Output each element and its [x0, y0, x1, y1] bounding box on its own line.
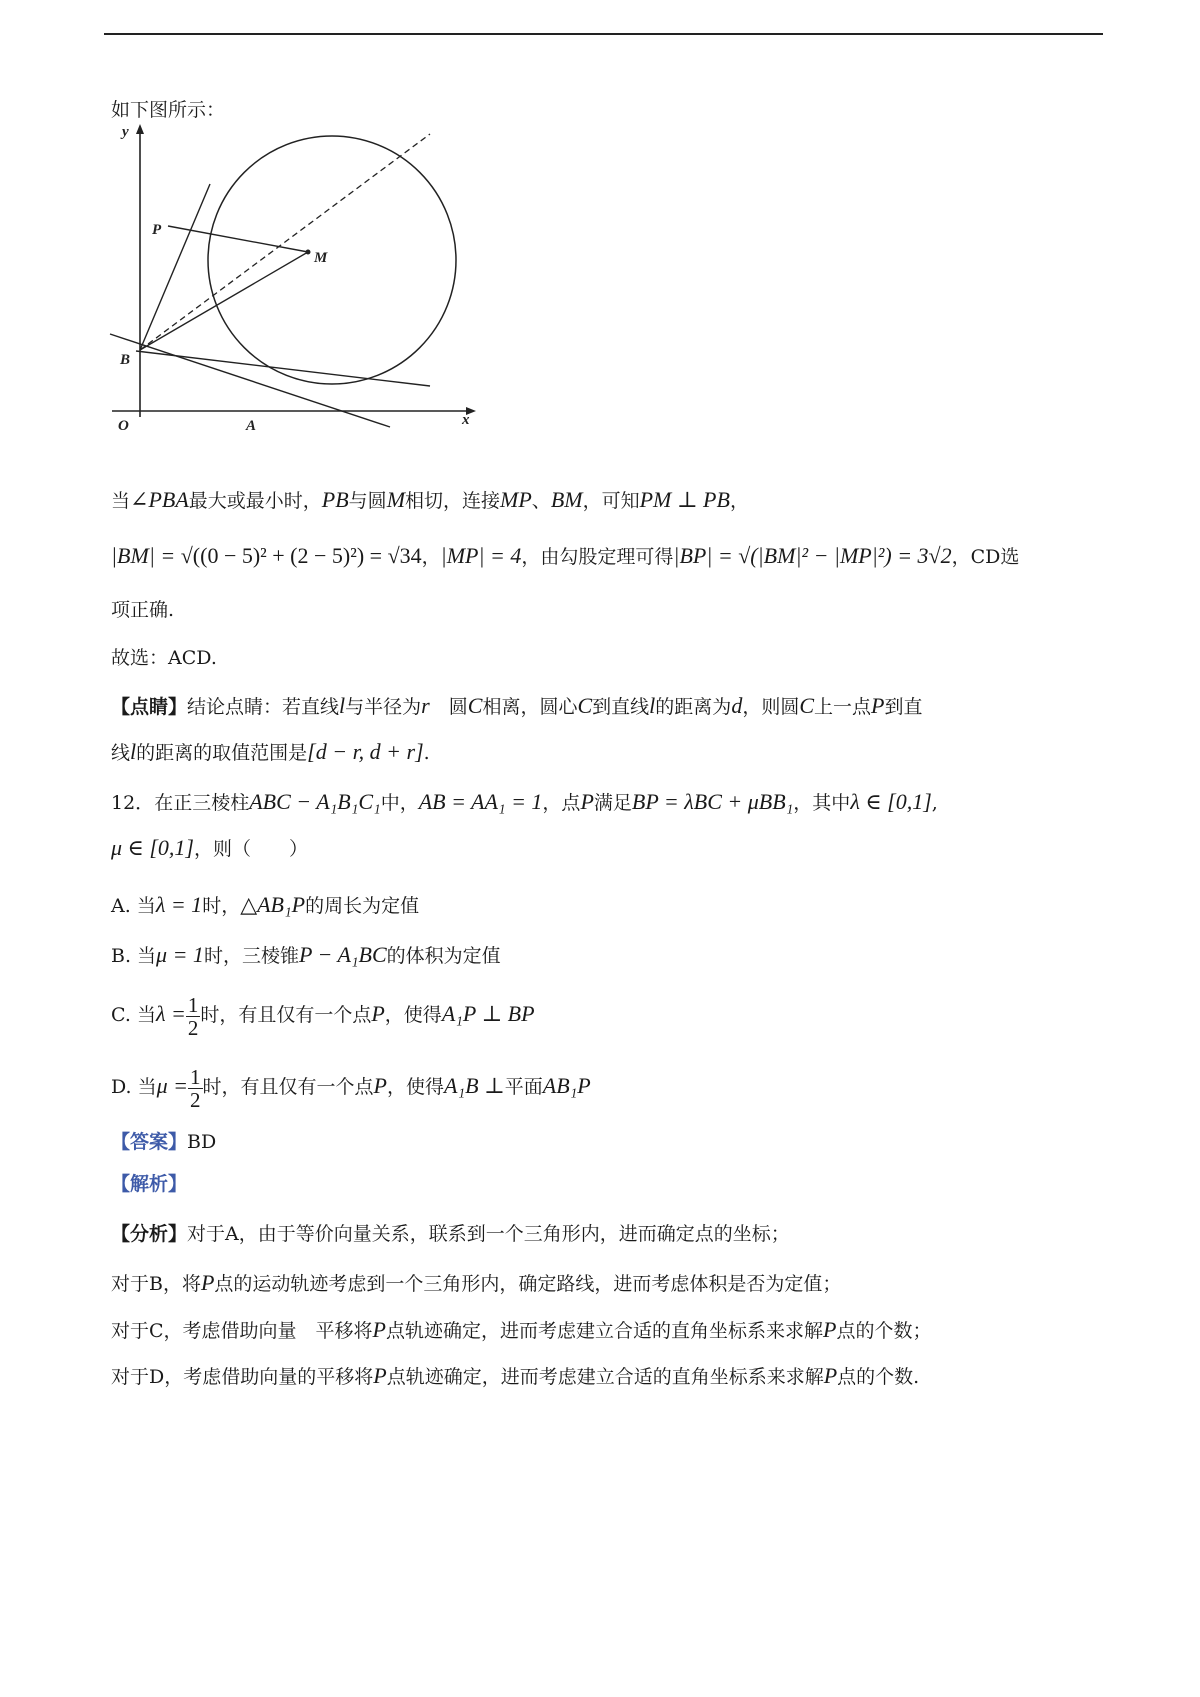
line-ba — [110, 334, 390, 427]
top-rule — [104, 33, 1103, 35]
analysis-d-line: 对于D，考虑借助向量的平移将P点轨迹确定，进而考虑建立合适的直角坐标系来求解P点的个数. — [111, 1363, 920, 1388]
tip-label: 【点睛】 — [111, 696, 188, 718]
fraction-one-half: $\frac{1}{2}$ — [187, 992, 199, 1040]
math-bm-value: √((0 − 5)² + (2 − 5)²) = √34 — [180, 543, 422, 568]
tangent-line-upper — [140, 184, 210, 350]
point-m-dot — [306, 250, 311, 255]
math-bp-value: |BP| = √(|BM|² − |MP|²) = 3√2 — [673, 543, 952, 568]
y-axis-arrow — [136, 124, 144, 134]
tangent-line-lower — [136, 351, 430, 386]
math-angle-pba: ∠PBA — [130, 487, 189, 512]
answer-value: BD — [187, 1131, 217, 1153]
label-b: B — [120, 352, 131, 368]
label-p: P — [152, 222, 162, 238]
segment-pm — [168, 226, 308, 252]
line-distance-calc: |BM| = √((0 − 5)² + (2 − 5)²) = √34，|MP| = 4，由勾股定理可得|BP| = √(|BM|² − |MP|²) = 3√2，CD选 — [111, 543, 1020, 568]
math-bm-abs: |BM| = — [111, 543, 181, 568]
analysis-c-line: 对于C，考虑借助向量 平移将P点轨迹确定，进而考虑建立合适的直角坐标系来求解P点的个数； — [111, 1317, 932, 1342]
answer-label: 【答案】 — [111, 1131, 188, 1153]
dashed-line-bm — [140, 134, 430, 350]
tip-paragraph-line2: 线l的距离的取值范围是[d − r, d + r]. — [111, 739, 430, 764]
answer-line — [111, 1130, 216, 1154]
geometry-figure — [100, 122, 480, 467]
tip-paragraph-line1: 【点睛】结论点睛：若直线l与半径为r 圆C相离，圆心C到直线l的距离为d，则圆C上一点P到直 — [111, 693, 923, 718]
label-y: y — [122, 124, 129, 140]
option-d: D. 当μ = $\frac{1}{2}$ 时，有且仅有一个点P，使得A₁B ⊥平面AB₁P — [111, 1064, 591, 1112]
label-x: x — [462, 412, 470, 428]
line-tangent-condition: 当∠PBA最大或最小时，PB与圆M相切，连接MP、BM，可知PM ⊥ PB， — [111, 487, 749, 512]
label-o: O — [118, 418, 129, 434]
math-range: [d − r, d + r] — [307, 739, 424, 764]
analysis-label: 【解析】 — [111, 1173, 188, 1195]
label-m: M — [314, 250, 328, 266]
math-vector-eq: BP = λBC + μBB₁ — [631, 789, 794, 814]
option-b: B. 当μ = 1时，三棱锥P − A₁BC的体积为定值 — [111, 942, 501, 967]
fraction-one-half: $\frac{1}{2}$ — [190, 1064, 201, 1112]
circle-m — [208, 136, 456, 384]
segment-bm — [140, 252, 308, 350]
fenxi-label: 【分析】 — [111, 1223, 188, 1245]
intro-text: 如下图所示： — [111, 99, 226, 121]
option-a: A. 当λ = 1时，△AB₁P的周长为定值 — [111, 892, 420, 917]
option-c: C. 当λ = $\frac{1}{2}$ 时，有且仅有一个点P，使得A₁P ⊥ BP — [111, 992, 535, 1040]
fenxi-line: 【分析】对于A，由于等价向量关系，联系到一个三角形内，进而确定点的坐标； — [111, 1223, 790, 1245]
analysis-b-line: 对于B，将P点的运动轨迹考虑到一个三角形内，确定路线，进而考虑体积是否为定值； — [111, 1270, 842, 1295]
line-correct-options: 项正确. — [111, 599, 175, 621]
question-number: 12． — [111, 792, 155, 814]
question-12-line2: μ ∈ [0,1]，则（ ） — [111, 835, 308, 860]
math-mp-value: |MP| = 4 — [440, 543, 522, 568]
label-a: A — [246, 418, 257, 434]
question-12-line1: 12．在正三棱柱ABC − A₁B₁C₁中，AB = AA₁ = 1，点P满足BP = λBC + μBB₁，其中λ ∈ [0,1], — [111, 789, 938, 814]
line-selection: 故选：ACD. — [111, 647, 217, 669]
